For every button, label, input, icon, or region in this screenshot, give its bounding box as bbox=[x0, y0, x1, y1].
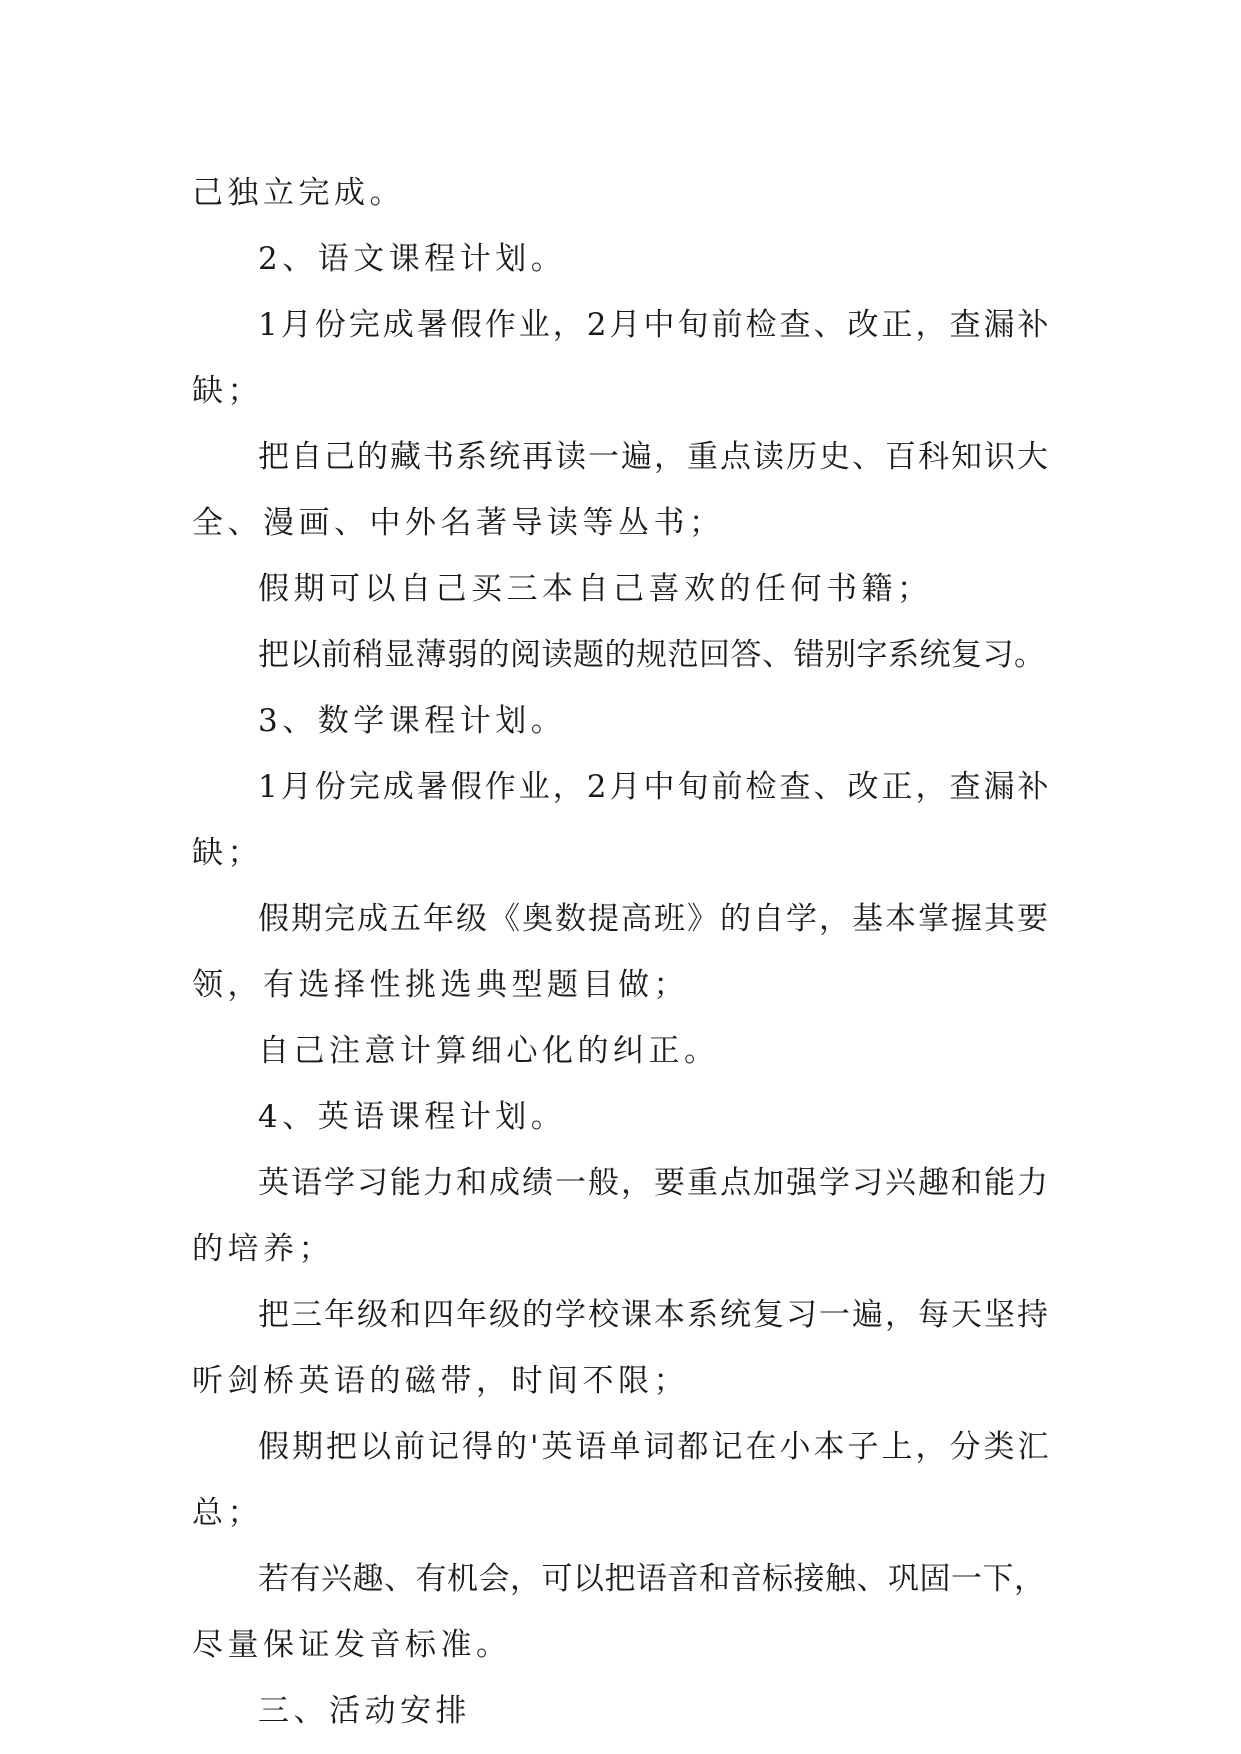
paragraph-line: 把三年级和四年级的学校课本系统复习一遍，每天坚持 bbox=[258, 1297, 1050, 1333]
paragraph-line: 若有兴趣、有机会，可以把语音和音标接触、巩固一下， bbox=[258, 1561, 1046, 1597]
paragraph-continuation: 尽量保证发音标准。 bbox=[192, 1627, 512, 1663]
paragraph-continuation: 缺； bbox=[192, 373, 263, 409]
document-page bbox=[192, 160, 1052, 1744]
section-heading-chinese: 2、语文课程计划。 bbox=[258, 241, 567, 277]
paragraph-line: 1月份完成暑假作业，2月中旬前检查、改正，查漏补 bbox=[258, 307, 1052, 343]
paragraph-continuation: 听剑桥英语的磁带，时间不限； bbox=[192, 1363, 689, 1399]
paragraph-line: 自己注意计算细心化的纠正。 bbox=[258, 1033, 720, 1069]
paragraph-line: 把自己的藏书系统再读一遍，重点读历史、百科知识大 bbox=[258, 439, 1050, 475]
section-heading-math: 3、数学课程计划。 bbox=[258, 703, 567, 739]
paragraph-continuation: 缺； bbox=[192, 835, 263, 871]
paragraph-line: 1月份完成暑假作业，2月中旬前检查、改正，查漏补 bbox=[258, 769, 1052, 805]
paragraph-continuation: 的培养； bbox=[192, 1231, 334, 1267]
paragraph-continuation: 总； bbox=[192, 1495, 263, 1531]
paragraph-line: 假期把以前记得的'英语单词都记在小本子上，分类汇 bbox=[258, 1429, 1052, 1465]
paragraph-line: 假期完成五年级《奥数提高班》的自学，基本掌握其要 bbox=[258, 901, 1050, 937]
section-heading-activities: 三、活动安排 bbox=[258, 1693, 471, 1729]
paragraph-continuation: 领，有选择性挑选典型题目做； bbox=[192, 967, 689, 1003]
paragraph-line: 把以前稍显薄弱的阅读题的规范回答、错别字系统复习。 bbox=[258, 637, 1046, 673]
paragraph-continuation: 全、漫画、中外名著导读等丛书； bbox=[192, 505, 725, 541]
paragraph-line: 英语学习能力和成绩一般，要重点加强学习兴趣和能力 bbox=[258, 1165, 1050, 1201]
paragraph-line: 假期可以自己买三本自己喜欢的任何书籍； bbox=[258, 571, 933, 607]
paragraph-continuation: 己独立完成。 bbox=[192, 175, 405, 211]
section-heading-english: 4、英语课程计划。 bbox=[258, 1099, 567, 1135]
